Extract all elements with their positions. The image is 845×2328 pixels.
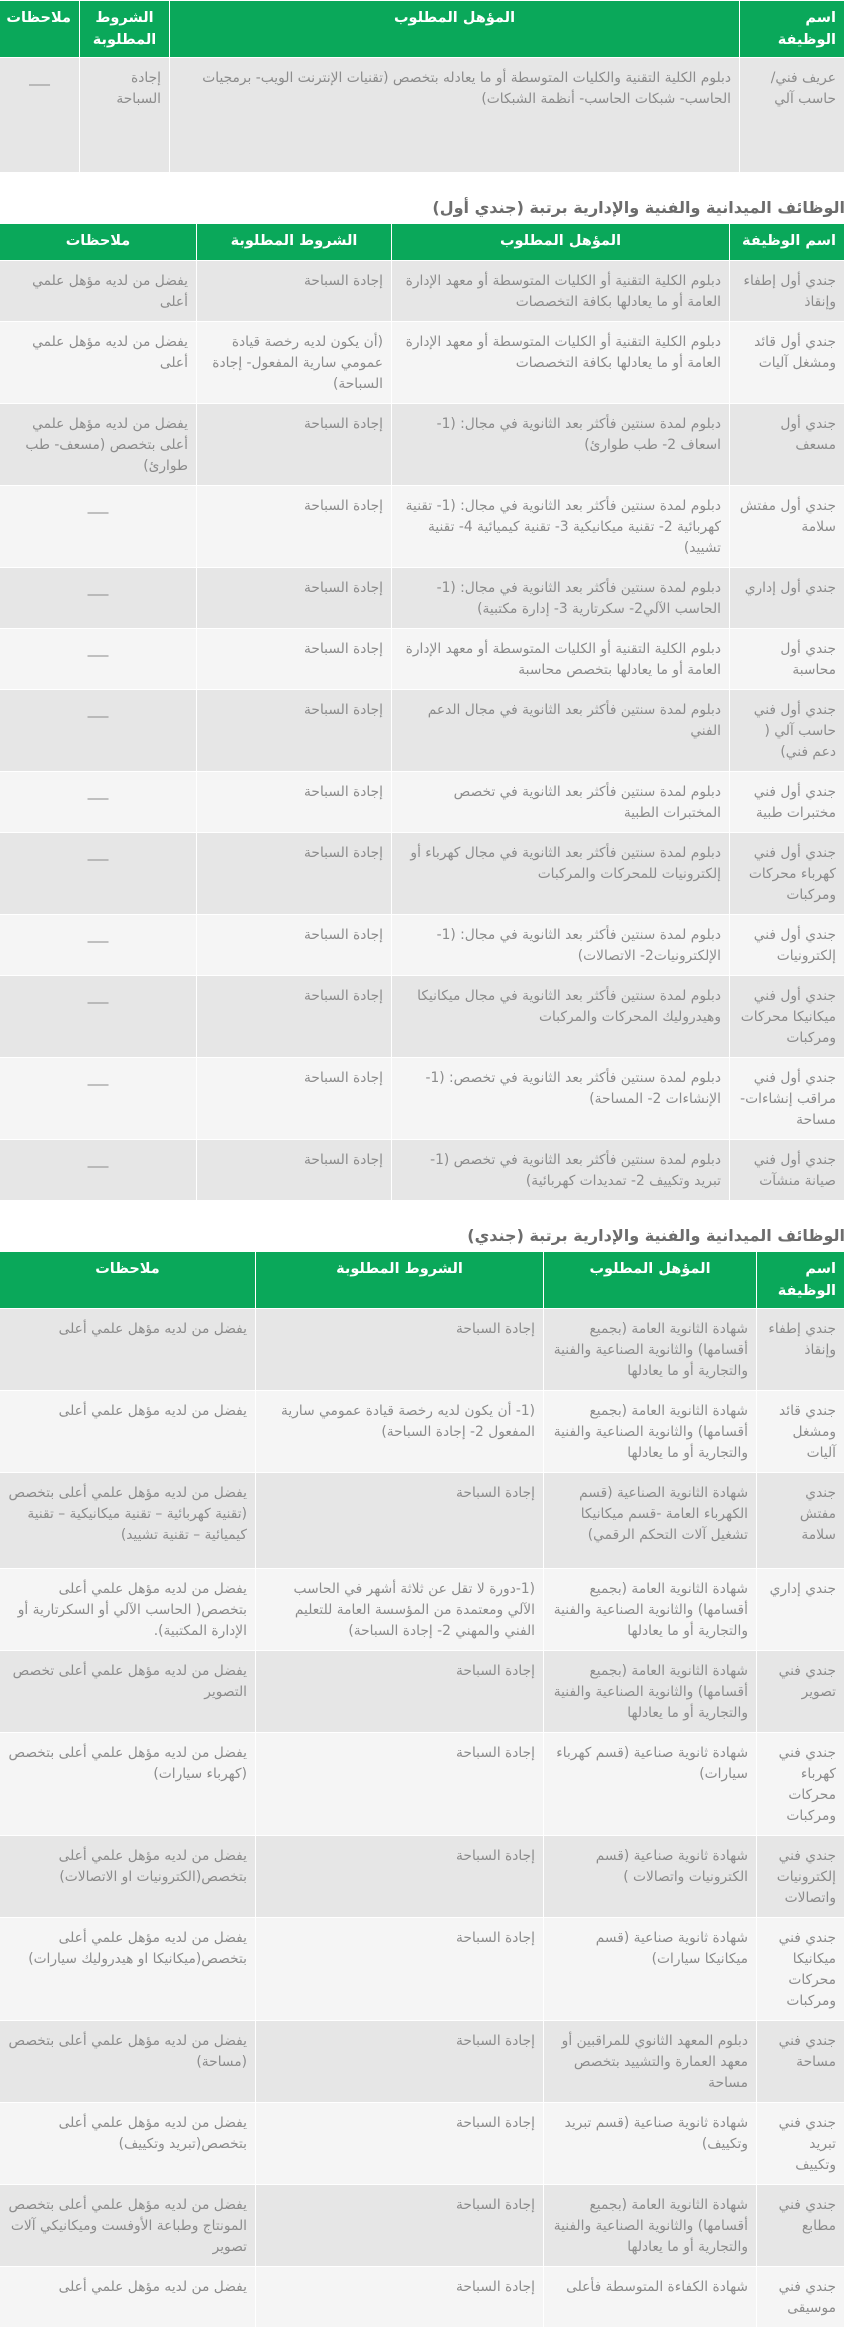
table-row [0,2185,845,2267]
cell-conditions: إجادة السباحة [197,261,392,322]
table-header-row [0,1,845,58]
cell-job: جندي أول مسعف [730,404,845,486]
cell-job: جندي قائد ومشغل آليات [757,1391,845,1473]
cell-conditions: إجادة السباحة [197,629,392,690]
cell-conditions: إجادة السباحة [197,404,392,486]
cell-conditions: إجادة السباحة [197,1140,392,1201]
cell-notes: ___ [0,915,197,976]
cell-conditions: إجادة السباحة [256,1733,544,1836]
cell-conditions: إجادة السباحة [197,833,392,915]
cell-notes: يفضل من لديه مؤهل علمي أعلى [0,1309,256,1391]
cell-notes: ___ [0,629,197,690]
cell-job: جندي فني موسيقى [757,2267,845,2328]
table-header-row [0,1252,845,1309]
cell-conditions: إجادة السباحة [197,1058,392,1140]
table-row [0,1058,845,1140]
cell-qualification: دبلوم لمدة سنتين فأكثر بعد الثانوية في تخصص (1- تبريد وتكييف 2- تمديدات كهربائية) [392,1140,730,1201]
header-job-title: اسم الوظيفة [730,224,845,261]
cell-notes: ___ [0,833,197,915]
cell-job: جندي أول فني حاسب آلي ( دعم فني) [730,690,845,772]
header-qualification: المؤهل المطلوب [392,224,730,261]
table-row [0,690,845,772]
cell-notes: يفضل من لديه مؤهل علمي أعلى بتخصص( الحاسب الآلي أو السكرتارية أو الإدارة المكتبية). [0,1569,256,1651]
cell-job: جندي أول فني إلكترونيات [730,915,845,976]
cell-qualification: دبلوم لمدة سنتين فأكثر بعد الثانوية في مجال: (1- الإلكترونيات2- الاتصالات) [392,915,730,976]
header-conditions: الشروط المطلوبة [197,224,392,261]
header-notes: ملاحظات [0,224,197,261]
table-row [0,1733,845,1836]
cell-notes: ___ [0,690,197,772]
cell-qualification: شهادة الثانوية العامة (بجميع أقسامها) والثانوية الصناعية والفنية والتجارية أو ما يعادلها [544,1391,757,1473]
cell-conditions: إجادة السباحة [256,1473,544,1569]
header-conditions: الشروط المطلوبة [80,1,170,58]
cell-qualification: دبلوم الكلية التقنية أو الكليات المتوسطة أو معهد الإدارة العامة أو ما يعادلها بكافة التخصصات [392,322,730,404]
section-title-private: الوظائف الميدانية والفنية والإدارية برتبة (جندي) [467,1226,845,1245]
cell-notes: يفضل من لديه مؤهل علمي أعلى بتخصص (كهرباء سيارات) [0,1733,256,1836]
cell-notes: يفضل من لديه مؤهل علمي أعلى بتخصص(الكترونيات او الاتصالات) [0,1836,256,1918]
cell-notes: يفضل من لديه مؤهل علمي أعلى [0,322,197,404]
first-private-jobs-table [0,223,845,1201]
table-row [0,976,845,1058]
cell-job: جندي أول فني مراقب إنشاءات- مساحة [730,1058,845,1140]
table-row [0,1836,845,1918]
header-notes: ملاحظات [0,1252,256,1309]
cell-conditions: إجادة السباحة [256,2185,544,2267]
cell-notes: يفضل من لديه مؤهل علمي أعلى بتخصص(تبريد وتكييف) [0,2103,256,2185]
cell-conditions: إجادة السباحة [197,568,392,629]
cell-job: جندي أول فني كهرباء محركات ومركبات [730,833,845,915]
cell-job: جندي أول إداري [730,568,845,629]
cell-notes: يفضل من لديه مؤهل علمي أعلى [0,261,197,322]
cell-qualification: شهادة ثانوية صناعية (قسم الكترونيات واتصالات ) [544,1836,757,1918]
cell-qualification: دبلوم لمدة سنتين فأكثر بعد الثانوية في تخصص المختبرات الطبية [392,772,730,833]
cell-qualification: دبلوم الكلية التقنية أو الكليات المتوسطة أو معهد الإدارة العامة أو ما يعادلها بتخصص محاسبة [392,629,730,690]
cell-qualification: شهادة الكفاءة المتوسطة فأعلى [544,2267,757,2328]
cell-qualification: شهادة الثانوية العامة (بجميع أقسامها) والثانوية الصناعية والفنية والتجارية أو ما يعادلها [544,1651,757,1733]
cell-qualification: شهادة الثانوية العامة (بجميع أقسامها) والثانوية الصناعية والفنية والتجارية أو ما يعادلها [544,2185,757,2267]
table-row [0,1473,845,1569]
cell-notes: ___ [0,976,197,1058]
header-conditions: الشروط المطلوبة [256,1252,544,1309]
cell-notes: يفضل من لديه مؤهل علمي أعلى بتخصص (مسعف- طب طوارئ) [0,404,197,486]
cell-notes: يفضل من لديه مؤهل علمي أعلى [0,1391,256,1473]
cell-conditions: إجادة السباحة [256,2103,544,2185]
table-row [0,629,845,690]
cell-qualification: دبلوم المعهد الثانوي للمراقبين أو معهد العمارة والتشييد بتخصص مساحة [544,2021,757,2103]
cell-notes: ___ [0,568,197,629]
cell-conditions: إجادة السباحة [256,1309,544,1391]
cell-qualification: شهادة ثانوية صناعية (قسم كهرباء سيارات) [544,1733,757,1836]
cell-conditions: إجادة السباحة [197,976,392,1058]
header-notes: ملاحظات [0,1,80,58]
section-spacer [0,173,845,223]
table-row [0,1391,845,1473]
cell-job: جندي فني ميكانيكا محركات ومركبات [757,1918,845,2021]
cell-notes: يفضل من لديه مؤهل علمي أعلى بتخصص المونتاج وطباعة الأوفست وميكانيكي آلات تصوير [0,2185,256,2267]
section-title-first-private: الوظائف الميدانية والفنية والإدارية برتبة (جندي أول) [432,198,845,217]
cell-notes: ___ [0,772,197,833]
cell-notes: ___ [0,1140,197,1201]
table-row [0,1309,845,1391]
cell-notes: يفضل من لديه مؤهل علمي أعلى بتخصص (تقنية كهربائية – تقنية ميكانيكية – تقنية كيميائية – تقنية تشييد) [0,1473,256,1569]
cell-conditions: إجادة السباحة [80,58,170,173]
cell-job: جندي فني كهرباء محركات ومركبات [757,1733,845,1836]
cell-notes: يفضل من لديه مؤهل علمي أعلى [0,2267,256,2328]
cell-notes: ___ [0,486,197,568]
cell-conditions: إجادة السباحة [197,915,392,976]
cell-qualification: دبلوم لمدة سنتين فأكثر بعد الثانوية في مجال: (1- الحاسب الآلي2- سكرتارية 3- إدارة مكتبية) [392,568,730,629]
table-row [0,261,845,322]
table-row [0,486,845,568]
cell-job: جندي أول محاسبة [730,629,845,690]
private-jobs-table [0,1251,845,2328]
cell-conditions: إجادة السباحة [256,1918,544,2021]
cell-conditions: إجادة السباحة [197,486,392,568]
cell-job: جندي فني تصوير [757,1651,845,1733]
cell-job: جندي أول فني مختبرات طبية [730,772,845,833]
cell-qualification: دبلوم لمدة سنتين فأكثر بعد الثانوية في مجال الدعم الفني [392,690,730,772]
cell-conditions: إجادة السباحة [256,1651,544,1733]
cell-conditions: (أن يكون لديه رخصة قيادة عمومي سارية المفعول- إجادة السباحة) [197,322,392,404]
cell-conditions: إجادة السباحة [256,2021,544,2103]
cell-job: عريف فني/ حاسب آلي [740,58,845,173]
cell-qualification: شهادة ثانوية صناعية (قسم تبريد وتكييف) [544,2103,757,2185]
cell-job: جندي فني مساحة [757,2021,845,2103]
cell-conditions: إجادة السباحة [197,772,392,833]
cell-qualification: دبلوم الكلية التقنية والكليات المتوسطة أو ما يعادله بتخصص (تقنيات الإنترنت الويب- برمجيات الحاسب- شبكات الحاسب- أنظمة الشبكات) [170,58,740,173]
cell-notes: يفضل من لديه مؤهل علمي أعلى بتخصص (مساحة) [0,2021,256,2103]
table-row [0,2021,845,2103]
cell-qualification: دبلوم لمدة سنتين فأكثر بعد الثانوية في مجال: (1- تقنية كهربائية 2- تقنية ميكانيكية 3- تقنية كيميائية 4- تقنية تشييد) [392,486,730,568]
cell-job: جندي أول إطفاء وإنقاذ [730,261,845,322]
cell-conditions: إجادة السباحة [256,1836,544,1918]
table-row [0,58,845,173]
cell-job: جندي فني مطابع [757,2185,845,2267]
cell-job: جندي مفتش سلامة [757,1473,845,1569]
header-qualification: المؤهل المطلوب [544,1252,757,1309]
cell-notes: يفضل من لديه مؤهل علمي أعلى بتخصص(ميكانيكا او هيدروليك سيارات) [0,1918,256,2021]
cell-notes: ___ [0,58,80,173]
cell-qualification: دبلوم لمدة سنتين فأكثر بعد الثانوية في مجال: (1- اسعاف 2- طب طوارئ) [392,404,730,486]
cell-qualification: شهادة ثانوية صناعية (قسم ميكانيكا سيارات) [544,1918,757,2021]
table-row [0,772,845,833]
table-row [0,1918,845,2021]
cell-qualification: دبلوم الكلية التقنية أو الكليات المتوسطة أو معهد الإدارة العامة أو ما يعادلها بكافة التخصصات [392,261,730,322]
top-jobs-table [0,0,845,173]
cell-qualification: شهادة الثانوية العامة (بجميع أقسامها) والثانوية الصناعية والفنية والتجارية أو ما يعادلها [544,1569,757,1651]
cell-qualification: شهادة الثانوية العامة (بجميع أقسامها) والثانوية الصناعية والفنية والتجارية أو ما يعادلها [544,1309,757,1391]
cell-job: جندي أول قائد ومشغل آليات [730,322,845,404]
table-row [0,1569,845,1651]
cell-conditions: (1-دورة لا تقل عن ثلاثة أشهر في الحاسب الآلي ومعتمدة من المؤسسة العامة للتعليم الفني والمهني 2- إجادة السباحة) [256,1569,544,1651]
table-row [0,2103,845,2185]
table-row [0,833,845,915]
table-row [0,1651,845,1733]
cell-qualification: دبلوم لمدة سنتين فأكثر بعد الثانوية في مجال كهرباء أو إلكترونيات للمحركات والمركبات [392,833,730,915]
cell-job: جندي فني تبريد وتكييف [757,2103,845,2185]
cell-job: جندي إداري [757,1569,845,1651]
cell-conditions: إجادة السباحة [256,2267,544,2328]
cell-notes: ___ [0,1058,197,1140]
cell-qualification: دبلوم لمدة سنتين فأكثر بعد الثانوية في مجال ميكانيكا وهيدروليك المحركات والمركبات [392,976,730,1058]
table-row [0,568,845,629]
cell-conditions: إجادة السباحة [197,690,392,772]
cell-notes: يفضل من لديه مؤهل علمي أعلى تخصص التصوير [0,1651,256,1733]
cell-job: جندي أول فني ميكانيكا محركات ومركبات [730,976,845,1058]
table-header-row [0,224,845,261]
table-row [0,322,845,404]
cell-qualification: شهادة الثانوية الصناعية (قسم الكهرباء العامة -قسم ميكانيكا تشغيل آلات التحكم الرقمي) [544,1473,757,1569]
cell-qualification: دبلوم لمدة سنتين فأكثر بعد الثانوية في تخصص: (1- الإنشاءات 2- المساحة) [392,1058,730,1140]
cell-job: جندي إطفاء وإنقاذ [757,1309,845,1391]
table-row [0,1140,845,1201]
header-qualification: المؤهل المطلوب [170,1,740,58]
cell-conditions: (1- أن يكون لديه رخصة قيادة عمومي سارية المفعول 2- إجادة السباحة) [256,1391,544,1473]
header-job-title: اسم الوظيفة [740,1,845,58]
section-spacer [0,1201,845,1251]
header-job-title: اسم الوظيفة [757,1252,845,1309]
cell-job: جندي أول فني صيانة منشآت [730,1140,845,1201]
cell-job: جندي فني إلكترونيات واتصالات [757,1836,845,1918]
table-row [0,404,845,486]
table-row [0,2267,845,2328]
table-row [0,915,845,976]
cell-job: جندي أول مفتش سلامة [730,486,845,568]
